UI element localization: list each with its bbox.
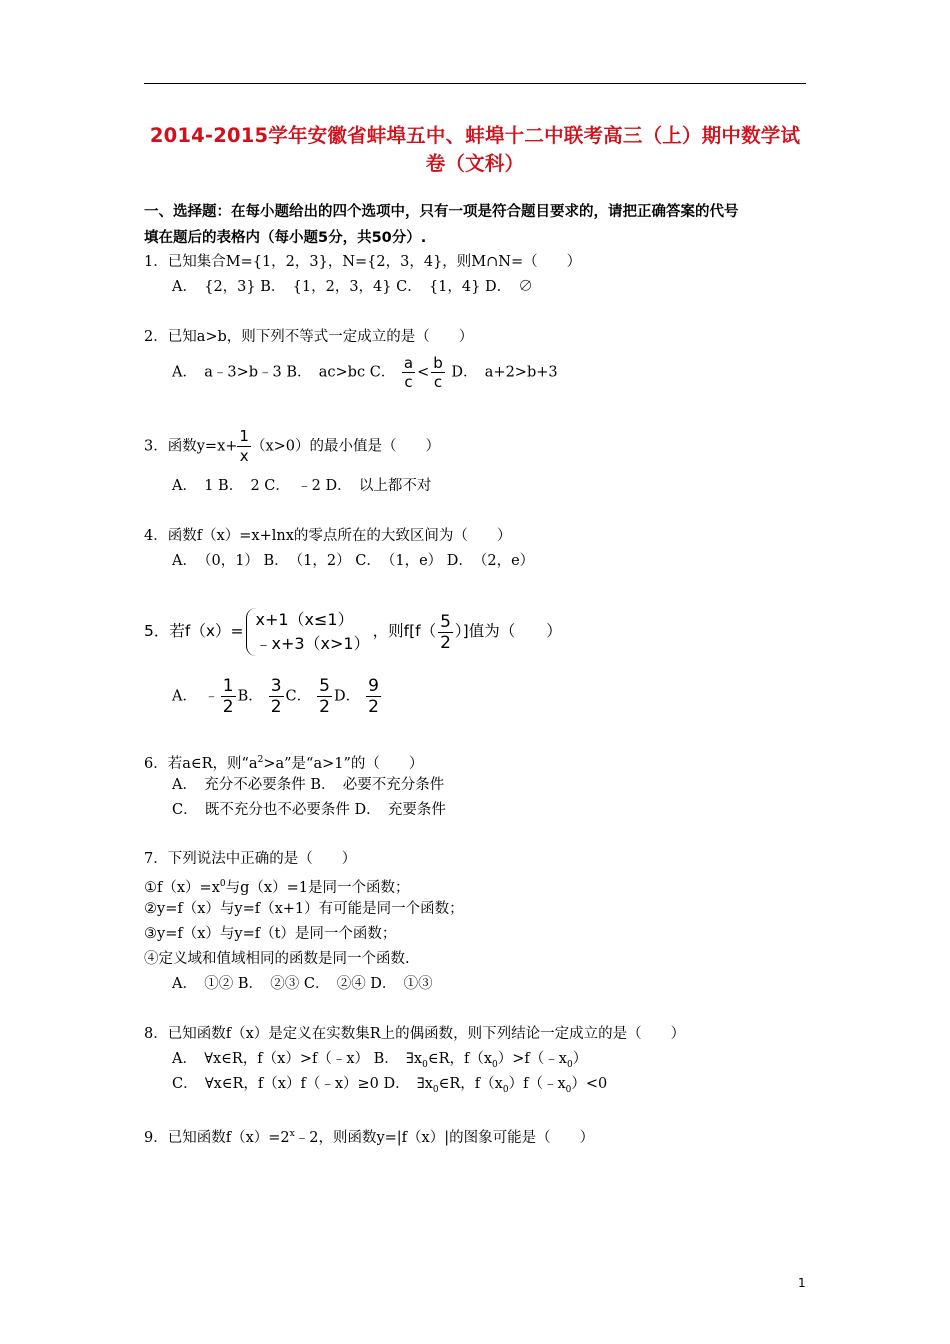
question-5-option-a: A． ﹣ xyxy=(172,688,219,705)
fraction-1-over-x xyxy=(237,427,251,466)
q8-option-d-part: ）<0 xyxy=(571,1076,608,1092)
question-9-stem-post: ﹣2，则函数y=|f（x）|的图象可能是（ ） xyxy=(294,1129,595,1146)
question-8-options-line1 xyxy=(172,1049,587,1075)
question-7-statement-4: ④定义域和值域相同的函数是同一个函数. xyxy=(144,951,410,967)
question-7-statement-2: ②y=f（x）与y=f（x+1）有可能是同一个函数； xyxy=(144,901,464,917)
page-number: 1 xyxy=(798,1276,806,1290)
fraction-5-over-2 xyxy=(438,612,453,653)
question-2-option-d: D． a+2>b+3 xyxy=(451,364,558,381)
less-than-sign: < xyxy=(417,364,430,381)
question-1-options: A． {2，3} B． {1，2，3，4} C． {1，4} D． ∅ xyxy=(172,279,533,295)
question-6-stem-post: >a”是“a>1”的（ ） xyxy=(263,755,424,772)
fraction-numerator: b xyxy=(433,354,443,372)
question-5-option-c: C． xyxy=(285,688,312,705)
question-6-options-line1: A． 充分不必要条件 B． 必要不充分条件 xyxy=(172,777,445,793)
question-5-stem xyxy=(144,608,562,656)
question-8-options-line2 xyxy=(172,1074,607,1100)
question-9-stem xyxy=(144,1124,594,1148)
question-9-stem-pre: 9．已知函数f（x）=2 xyxy=(144,1129,290,1146)
question-7-statement-3: ③y=f（x）与y=f（t）是同一个函数； xyxy=(144,926,397,942)
fraction-denominator: c xyxy=(433,373,443,391)
question-7-options: A． ①② B． ②③ C． ②④ D． ①③ xyxy=(172,976,433,992)
fraction-denominator: 2 xyxy=(222,697,234,717)
fraction-numerator: 3 xyxy=(270,676,282,696)
question-3-stem-post: （x>0）的最小值是（ ） xyxy=(250,438,441,455)
q8-option-b-part: ∈R，f（x xyxy=(427,1051,493,1067)
fraction-numerator: a xyxy=(403,354,414,372)
question-2-stem: 2．已知a>b，则下列不等式一定成立的是（ ） xyxy=(144,329,474,345)
question-4-stem: 4．函数f（x）=x+lnx的零点所在的大致区间为（ ） xyxy=(144,528,512,544)
question-5-stem-pre: 5．若f（x）= xyxy=(144,622,244,640)
question-5-stem-post: ）]值为（ ） xyxy=(454,622,562,640)
fraction-option-d xyxy=(366,676,381,717)
question-6-stem xyxy=(144,750,423,774)
statement-1-pre: ①f（x）=x xyxy=(144,879,220,896)
fraction-a-over-c xyxy=(402,354,415,391)
question-7-stem: 7．下列说法中正确的是（ ） xyxy=(144,851,357,867)
fraction-denominator: c xyxy=(404,373,413,391)
fraction-denominator: 2 xyxy=(368,697,379,717)
q8-option-b-part: ）>f（﹣x xyxy=(497,1051,567,1067)
q8-option-a: A． ∀x∈R，f（x）>f（﹣x） B． ∃x xyxy=(172,1051,423,1067)
q8-option-c: C． ∀x∈R，f（x）f（﹣x）≥0 D． ∃x xyxy=(172,1076,433,1092)
fraction-b-over-c xyxy=(431,354,445,391)
fraction-option-b xyxy=(269,676,284,717)
subscript: 0 xyxy=(492,1059,498,1070)
question-3-options: A． 1 B． 2 C． ﹣2 D． 以上都不对 xyxy=(172,478,432,494)
q8-option-b-part: ） xyxy=(572,1051,588,1067)
question-6-options-line2: C． 既不充分也不必要条件 D． 充要条件 xyxy=(172,802,446,818)
fraction-option-c xyxy=(317,676,332,717)
section-heading-line2: 填在题后的表格内（每小题5分，共50分）. xyxy=(144,230,427,246)
question-4-options: A． （0，1） B． （1，2） C． （1，e） D． （2，e） xyxy=(172,553,535,569)
question-2-options-ab: A． a﹣3>b﹣3 B． ac>bc C． xyxy=(172,364,396,381)
fraction-numerator: 9 xyxy=(368,676,379,696)
question-6-stem-pre: 6．若a∈R，则“a xyxy=(144,755,258,772)
subscript: 0 xyxy=(566,1059,573,1070)
question-5-option-d: D． xyxy=(333,688,361,705)
question-3-stem-pre: 3．函数y=x+ xyxy=(144,438,238,455)
superscript: 0 xyxy=(219,879,226,889)
statement-1-post: 与g（x）=1是同一个函数； xyxy=(225,879,410,896)
question-5-options xyxy=(172,676,383,717)
question-5-option-b: B． xyxy=(237,688,263,705)
question-5-stem-mid: ，则f[f（ xyxy=(372,622,437,640)
question-2-options xyxy=(172,354,558,391)
section-heading-line1: 一、选择题：在每小题给出的四个选项中，只有一项是符合题目要求的，请把正确答案的代号 xyxy=(144,204,739,220)
fraction-numerator: 5 xyxy=(440,611,451,632)
subscript: 0 xyxy=(565,1084,572,1095)
q8-option-d-part: ）f（﹣x xyxy=(508,1076,566,1092)
fraction-option-a xyxy=(221,676,236,717)
fraction-numerator: 5 xyxy=(319,676,330,696)
fraction-denominator: 2 xyxy=(319,697,330,717)
question-1-stem: 1．已知集合M={1，2，3}，N={2，3，4}，则M∩N=（ ） xyxy=(144,254,582,270)
fraction-numerator: 1 xyxy=(239,427,249,445)
fraction-denominator: x xyxy=(239,447,249,465)
question-3-stem xyxy=(144,427,440,466)
subscript: 0 xyxy=(422,1059,428,1070)
piecewise-case-2: ﹣x+3（x>1） xyxy=(255,634,370,653)
subscript: 0 xyxy=(432,1084,439,1095)
header-rule xyxy=(144,83,806,84)
fraction-denominator: 2 xyxy=(440,632,451,653)
superscript: 2 xyxy=(257,755,264,765)
piecewise-case-1: x+1（x≤1） xyxy=(255,610,354,629)
question-7-statement-1 xyxy=(144,874,409,898)
q8-option-d-part: ∈R，f（x xyxy=(438,1076,503,1092)
subscript: 0 xyxy=(502,1084,509,1095)
fraction-numerator: 1 xyxy=(222,676,234,696)
fraction-denominator: 2 xyxy=(270,697,282,717)
question-8-stem: 8．已知函数f（x）是定义在实数集R上的偶函数，则下列结论一定成立的是（ ） xyxy=(144,1026,686,1042)
page-title: 2014-2015学年安徽省蚌埠五中、蚌埠十二中联考高三（上）期中数学试卷（文科） xyxy=(149,124,801,175)
superscript: x xyxy=(289,1129,295,1139)
piecewise-function xyxy=(246,608,369,656)
